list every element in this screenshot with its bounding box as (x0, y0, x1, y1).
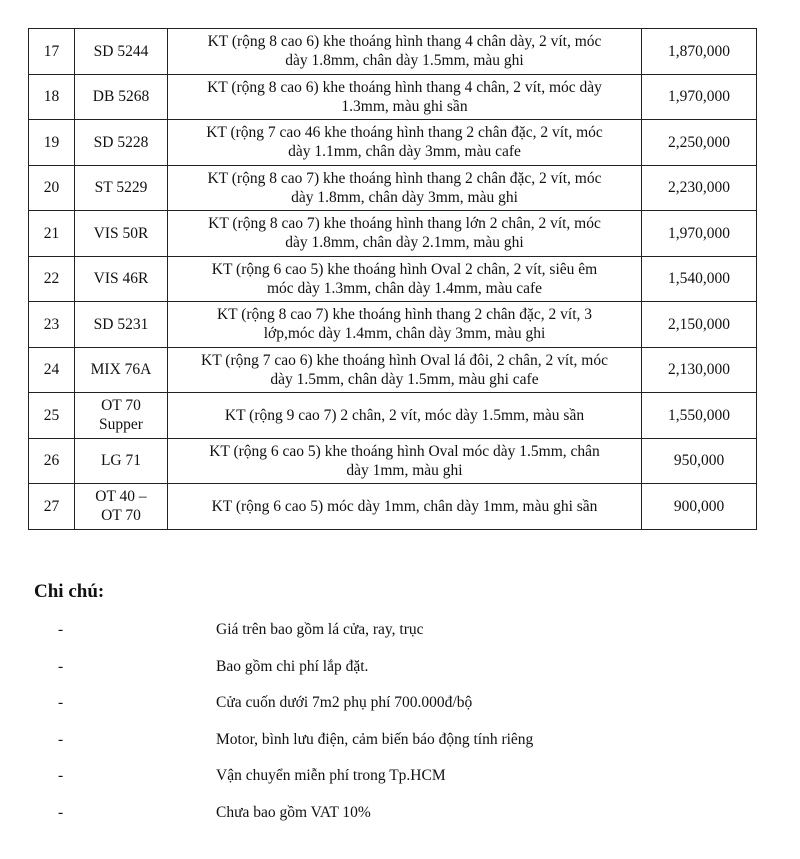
note-item (0, 620, 800, 657)
cell-description (168, 211, 642, 257)
cell-description (168, 438, 642, 484)
cell-price (642, 120, 757, 166)
stt-value: 22 (43, 270, 60, 288)
cell-code (75, 211, 168, 257)
cell-description (168, 393, 642, 439)
price-table (28, 28, 757, 530)
cell-stt (29, 302, 75, 348)
description-line1: KT (rộng 6 cao 5) khe thoáng hình Oval 2 chân, 2 vít, siêu êm (211, 260, 598, 278)
table-row (29, 256, 757, 302)
stt-value: 20 (43, 179, 60, 197)
stt-value: 21 (43, 224, 60, 242)
note-bullet: - (58, 803, 64, 821)
code-value: OT 40 – (95, 488, 147, 506)
note-bullet: - (58, 621, 64, 638)
cell-description (168, 29, 642, 75)
cell-price (642, 29, 757, 75)
note-text: Bao gồm chi phí lắp đặt. (216, 657, 369, 675)
note-text: Cửa cuốn dưới 7m2 phụ phí 700.000đ/bộ (216, 694, 473, 712)
cell-stt (29, 438, 75, 484)
stt-value: 27 (43, 497, 60, 515)
stt-value: 17 (43, 42, 60, 60)
note-text: Giá trên bao gồm lá cửa, ray, trục (216, 621, 424, 638)
price-table-body (29, 29, 757, 530)
stt-value: 18 (43, 88, 60, 106)
notes-list (0, 620, 800, 840)
description-line2: lớp,móc dày 1.4mm, chân dày 3mm, màu ghi (263, 325, 546, 343)
code-value: VIS 50R (93, 224, 149, 242)
code-value-line2: Supper (99, 416, 143, 434)
cell-description (168, 74, 642, 120)
table-row (29, 74, 757, 120)
description-line2: dày 1mm, màu ghi (346, 461, 463, 479)
cell-code (75, 347, 168, 393)
price-value: 950,000 (673, 452, 725, 470)
table-row (29, 120, 757, 166)
description-line1: KT (rộng 7 cao 6) khe thoáng hình Oval lá đôi, 2 chân, 2 vít, móc (201, 351, 608, 369)
cell-price (642, 211, 757, 257)
description-line1: KT (rộng 8 cao 6) khe thoáng hình thang 4 chân, 2 vít, móc dày (207, 78, 602, 96)
cell-code (75, 302, 168, 348)
table-row (29, 393, 757, 439)
cell-description (168, 347, 642, 393)
price-value: 1,970,000 (668, 224, 730, 242)
cell-stt (29, 165, 75, 211)
code-value: OT 70 (101, 397, 141, 415)
note-item (0, 803, 800, 840)
cell-code (75, 438, 168, 484)
code-value: ST 5229 (94, 179, 148, 197)
description-line1: KT (rộng 7 cao 46 khe thoáng hình thang 2 chân đặc, 2 vít, móc (206, 124, 603, 142)
cell-stt (29, 484, 75, 530)
stt-value: 19 (43, 133, 60, 151)
cell-price (642, 347, 757, 393)
code-value: LG 71 (100, 452, 142, 470)
note-text: Motor, bình lưu điện, cảm biến báo động tính riêng (216, 730, 534, 748)
description-line1: KT (rộng 6 cao 5) khe thoáng hình Oval móc dày 1.5mm, chân (209, 442, 600, 460)
description-line1: KT (rộng 8 cao 7) khe thoáng hình thang lớn 2 chân, 2 vít, móc (208, 215, 601, 233)
description-line2: dày 1.5mm, chân dày 1.5mm, màu ghi cafe (270, 370, 539, 388)
note-bullet: - (58, 657, 64, 675)
description-line2: dày 1.1mm, chân dày 3mm, màu cafe (288, 143, 521, 161)
cell-stt (29, 347, 75, 393)
price-value: 2,130,000 (668, 361, 730, 379)
cell-price (642, 256, 757, 302)
description-line1: KT (rộng 8 cao 6) khe thoáng hình thang 4 chân dày, 2 vít, móc (207, 33, 602, 51)
table-row (29, 29, 757, 75)
description-line1: KT (rộng 9 cao 7) 2 chân, 2 vít, móc dày 1.5mm, màu sần (224, 406, 585, 424)
cell-price (642, 302, 757, 348)
cell-code (75, 29, 168, 75)
cell-stt (29, 393, 75, 439)
code-value: SD 5244 (93, 42, 149, 60)
cell-stt (29, 211, 75, 257)
cell-stt (29, 120, 75, 166)
note-bullet: - (58, 730, 64, 748)
cell-stt (29, 29, 75, 75)
price-value: 2,250,000 (668, 133, 730, 151)
description-line2: dày 1.8mm, chân dày 1.5mm, màu ghi (285, 52, 524, 70)
cell-code (75, 74, 168, 120)
stt-value: 26 (43, 452, 60, 470)
table-row (29, 438, 757, 484)
code-value: DB 5268 (92, 88, 150, 106)
code-value: VIS 46R (93, 270, 149, 288)
cell-description (168, 302, 642, 348)
cell-price (642, 393, 757, 439)
price-value: 1,970,000 (668, 88, 730, 106)
stt-value: 24 (43, 361, 60, 379)
description-line2: 1.3mm, màu ghi sần (341, 97, 468, 115)
cell-code (75, 165, 168, 211)
table-row (29, 165, 757, 211)
price-value: 2,230,000 (668, 179, 730, 197)
note-item (0, 693, 800, 730)
table-row (29, 302, 757, 348)
description-line2: dày 1.8mm, chân dày 3mm, màu ghi (291, 188, 518, 206)
note-text: Chưa bao gồm VAT 10% (216, 803, 371, 821)
description-line1: KT (rộng 6 cao 5) móc dày 1mm, chân dày 1mm, màu ghi sần (211, 497, 598, 515)
cell-code (75, 484, 168, 530)
price-value: 900,000 (673, 497, 725, 515)
table-row (29, 211, 757, 257)
cell-price (642, 484, 757, 530)
price-value: 1,870,000 (668, 42, 730, 60)
stt-value: 23 (43, 315, 60, 333)
stt-value: 25 (43, 406, 60, 424)
note-text: Vận chuyển miễn phí trong Tp.HCM (216, 767, 446, 785)
description-line1: KT (rộng 8 cao 7) khe thoáng hình thang 2 chân đặc, 2 vít, móc (207, 169, 602, 187)
cell-description (168, 120, 642, 166)
cell-price (642, 74, 757, 120)
cell-code (75, 256, 168, 302)
notes-title: Chi chú: (34, 581, 105, 602)
note-item (0, 657, 800, 694)
cell-code (75, 120, 168, 166)
cell-description (168, 484, 642, 530)
description-line2: móc dày 1.3mm, chân dày 1.4mm, màu cafe (266, 279, 543, 297)
description-line1: KT (rộng 8 cao 7) khe thoáng hình thang 2 chân đặc, 2 vít, 3 (216, 306, 593, 324)
cell-price (642, 165, 757, 211)
cell-code (75, 393, 168, 439)
price-value: 1,540,000 (668, 270, 730, 288)
code-value: SD 5228 (93, 133, 149, 151)
table-row (29, 347, 757, 393)
price-value: 2,150,000 (668, 315, 730, 333)
cell-stt (29, 74, 75, 120)
table-row (29, 484, 757, 530)
note-item (0, 730, 800, 767)
note-bullet: - (58, 767, 64, 785)
cell-description (168, 165, 642, 211)
cell-price (642, 438, 757, 484)
note-bullet: - (58, 694, 64, 712)
cell-description (168, 256, 642, 302)
cell-stt (29, 256, 75, 302)
price-value: 1,550,000 (668, 406, 730, 424)
code-value: SD 5231 (93, 315, 149, 333)
note-item (0, 766, 800, 803)
description-line2: dày 1.8mm, chân dày 2.1mm, màu ghi (285, 234, 524, 252)
code-value: MIX 76A (90, 361, 152, 379)
code-value-line2: OT 70 (101, 507, 141, 525)
